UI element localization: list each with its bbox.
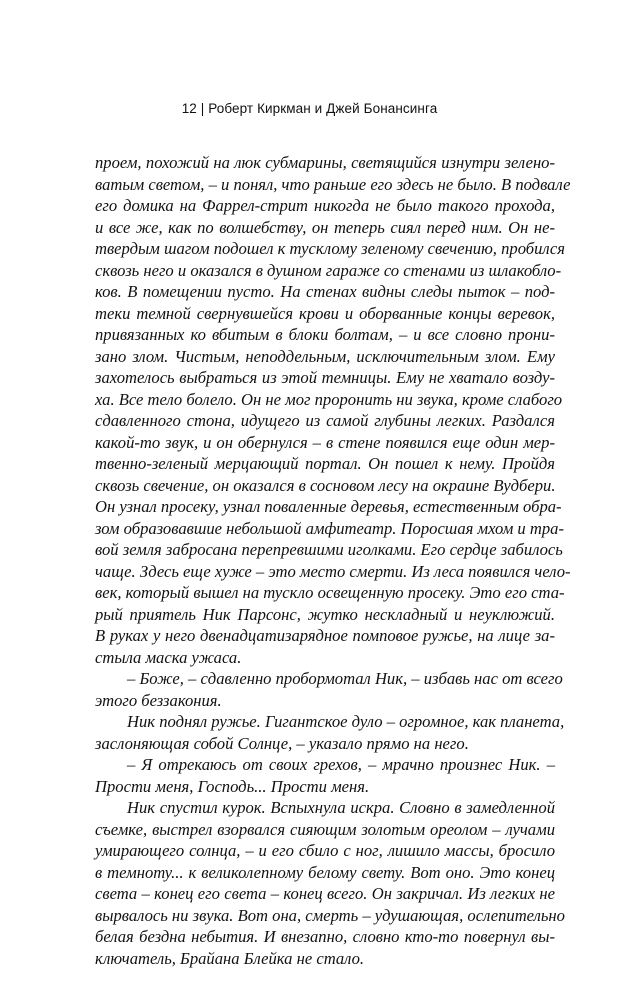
paragraph [95, 754, 555, 797]
text-line: и все же, как по волшебству, он теперь сиял перед ним. Он не- [95, 217, 555, 237]
text-line: сдавленного стона, идущего из самой глубины легких. Раздался [95, 411, 555, 430]
text-line: сквозь него и оказался в душном гараже со стенами из шлакобло- [95, 260, 562, 280]
text-line: зано злом. Чистым, неподдельным, исключительным злом. Ему [95, 346, 555, 366]
text-line: ватым светом, – и понял, что раньше его здесь не было. В подвале [95, 174, 571, 194]
body-text [95, 152, 571, 969]
text-line: теки темной свернувшейся крови и оборванные концы веревок, [95, 303, 555, 323]
text-line: век, который вышел на тускло освещенную просеку. Это его ста- [95, 583, 565, 602]
text-line: твердым шагом подошел к тусклому зеленому свечению, пробился [95, 239, 565, 258]
text-line: сквозь свечение, он оказался в сосновом лесу на окраине Вудбери. [95, 475, 556, 495]
text-line: съемке, выстрел взорвался сияющим золотым ореолом – лучами [95, 819, 555, 839]
text-line: рый приятель Ник Парсонс, жутко нескладный и неуклюжий. [95, 604, 555, 624]
text-line: зом образовавшие небольшой амфитеатр. Поросшая мхом и тра- [95, 518, 564, 538]
text-line: захотелось выбраться из этой темницы. Ему не хватало возду- [95, 368, 555, 387]
text-line: этого беззакония. [95, 690, 222, 710]
text-line: стыла маска ужаса. [95, 647, 242, 667]
text-line: какой-то звук, и он обернулся – в стене появился еще один мер- [95, 432, 555, 452]
running-head: 12 | Роберт Киркман и Джей Бонансинга [181, 101, 438, 116]
text-line: вырвалось ни звука. Вот она, смерть – удушающая, ослепительно [95, 905, 565, 925]
text-line: в темноту... к великолепному белому свету. Вот оно. Это конец [95, 862, 555, 882]
text-line: Он узнал просеку, узнал поваленные деревья, естественным обра- [95, 497, 562, 516]
text-line: ключатель, Брайана Блейка не стало. [95, 948, 365, 968]
text-line: Прости меня, Господь... Прости меня. [95, 776, 370, 796]
text-line: чаще. Здесь еще хуже – это место смерти. Из леса появился чело- [95, 561, 571, 581]
text-line: его домика на Фаррел-стрит никогда не было такого прохода, [95, 196, 555, 215]
text-line: вой земля забросана перепревшими иголками. Его сердце забилось [95, 540, 563, 559]
paragraph [95, 152, 571, 668]
paragraph [95, 797, 565, 969]
paragraph [95, 668, 563, 711]
text-line: проем, похожий на люк субмарины, светящийся изнутри зелено- [95, 153, 555, 172]
text-line: умирающего солнца, – и его сбило с ног, лишило массы, бросило [95, 841, 555, 860]
paragraph [95, 711, 565, 754]
text-line: – Боже, – сдавленно пробормотал Ник, – избавь нас от всего [127, 669, 563, 688]
text-line: Ник спустил курок. Вспыхнула искра. Словно в замедленной [127, 798, 555, 817]
text-line: белая бездна небытия. И внезапно, словно кто-то повернул вы- [95, 927, 555, 946]
text-line: ха. Все тело болело. Он не мог проронить ни звука, кроме слабого [95, 389, 563, 409]
text-line: ков. В помещении пусто. На стенах видны следы пыток – под- [95, 282, 555, 301]
text-line: В руках у него двенадцатизарядное помповое ружье, на лице за- [95, 626, 555, 645]
text-line: света – конец его света – конец всего. Он закричал. Из легких не [95, 884, 555, 903]
text-line: твенно-зеленый мерцающий портал. Он пошел к нему. Пройдя [95, 454, 555, 473]
text-line: заслоняющая собой Солнце, – указало прямо на него. [95, 733, 469, 753]
text-line: привязанных ко вбитым в блоки болтам, – и все словно прони- [95, 325, 555, 344]
text-line: – Я отрекаюсь от своих грехов, – мрачно произнес Ник. – [127, 755, 555, 774]
text-line: Ник поднял ружье. Гигантское дуло – огромное, как планета, [127, 712, 565, 731]
